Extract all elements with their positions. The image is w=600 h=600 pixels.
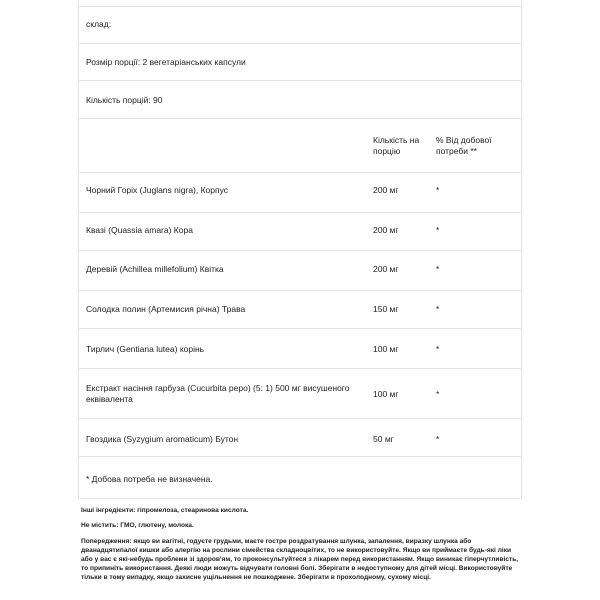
ingredient-daily-value: * <box>436 304 440 314</box>
column-header-amount: Кількість на порцію <box>373 135 420 156</box>
divider <box>78 250 522 251</box>
supplement-facts-panel <box>78 0 522 600</box>
other-ingredients-text: Інші інгредієнти: гіпромелоза, стеаринова кислота. <box>81 507 249 514</box>
ingredient-daily-value: * <box>436 264 440 274</box>
composition-label: склад: <box>86 19 112 29</box>
ingredient-name: Деревій (Achillea millefolium) Квітка <box>86 264 224 274</box>
divider <box>78 212 522 213</box>
ingredient-name: Солодка полин (Артемисия річна) Трава <box>86 304 246 314</box>
ingredient-name: Гвоздика (Syzygium aromaticum) Бутон <box>86 434 239 444</box>
serving-size: Розмір порції: 2 вегетаріанських капсули <box>86 57 246 67</box>
ingredient-amount: 200 мг <box>373 264 399 274</box>
free-of-text: Не містить: ГМО, глютену, молока. <box>81 522 194 529</box>
divider <box>78 80 522 81</box>
ingredient-amount: 200 мг <box>373 185 399 195</box>
divider <box>78 290 522 291</box>
divider <box>78 6 522 7</box>
ingredient-daily-value: * <box>436 434 440 444</box>
ingredient-amount: 50 мг <box>373 434 394 444</box>
divider <box>78 456 522 457</box>
ingredient-daily-value: * <box>436 225 440 235</box>
servings-count: Кількість порцій: 90 <box>86 95 163 105</box>
divider <box>78 43 522 44</box>
column-header-daily-value: % Від добової потреби ** <box>436 135 492 156</box>
ingredient-name: Квазі (Quassia amara) Кора <box>86 225 193 235</box>
warning <box>81 537 519 582</box>
ingredient-daily-value: * <box>436 344 440 354</box>
divider <box>78 418 522 419</box>
border-left <box>78 0 79 498</box>
footnote: * Добова потреба не визначена. <box>86 474 213 484</box>
other-ingredients <box>81 506 519 515</box>
ingredient-amount: 150 мг <box>373 304 399 314</box>
free-of <box>81 521 519 530</box>
divider <box>78 172 522 173</box>
ingredient-name: Тирлич (Gentiana lutea) корінь <box>86 344 205 354</box>
divider <box>78 328 522 329</box>
ingredient-name: Чорний Горіх (Juglans nigra), Корпус <box>86 185 229 195</box>
warning-text: Попередження: якщо ви вагітні, годуєте грудьми, маєте гостре роздратування шлунка, запалення, виразку шлунка або дванадцятипалої кишки або алергію на рослини сімейства складноцвітих, то не використовуйте. Якщо ви приймаєте будь-які ліки або у вас є які-небудь проблеми зі здоров'ям, то проконсультуйтеся з лікарем перед використанням. Якщо виникає гіперчутливість, то припиніть використання. Деякі люди можуть відчувати головні болі. Зберігати в недоступному для дітей місці. Використовуйте тільки в тому випадку, якщо захисне ущільнення не пошкоджене. Зберігати в прохолодному, сухому місці. <box>81 538 519 581</box>
divider <box>78 368 522 369</box>
ingredient-amount: 100 мг <box>373 389 399 399</box>
ingredient-amount: 100 мг <box>373 344 399 354</box>
ingredient-daily-value: * <box>436 389 440 399</box>
divider <box>78 118 522 119</box>
ingredient-daily-value: * <box>436 185 440 195</box>
ingredient-amount: 200 мг <box>373 225 399 235</box>
border-right <box>521 0 522 498</box>
ingredient-name: Екстракт насіння гарбуза (Cucurbita pepo) (5: 1) 500 мг висушеного еквівалента <box>86 383 350 404</box>
divider <box>78 498 522 499</box>
